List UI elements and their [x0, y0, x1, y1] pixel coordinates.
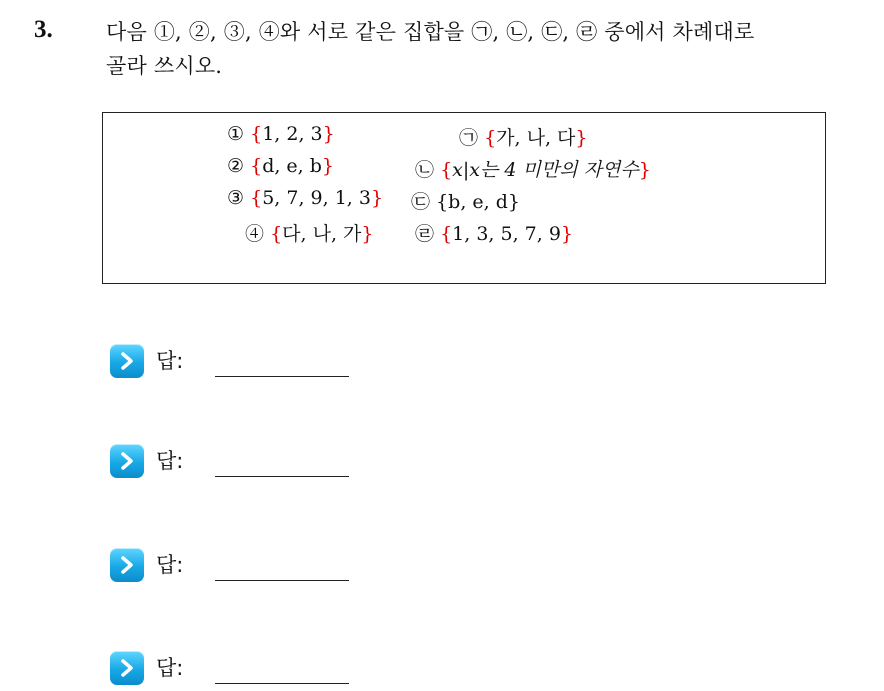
question-text — [106, 15, 866, 83]
chevron-right-icon — [110, 444, 144, 478]
answer-label: 답: — [156, 553, 184, 577]
answer-row-2 — [110, 444, 360, 484]
brace-open: { — [440, 223, 453, 245]
brace-close: } — [321, 155, 335, 177]
answer-row-1 — [110, 344, 360, 384]
answer-blank-line[interactable] — [215, 580, 349, 581]
brace-open: { — [484, 127, 497, 149]
answer-blank-line[interactable] — [215, 476, 349, 477]
circled-letter-giyeok: ㉠ — [459, 127, 479, 149]
answer-blank-line[interactable] — [215, 683, 349, 684]
answer-label: 답: — [156, 656, 184, 680]
circled-number-4: ④ — [245, 223, 265, 245]
brace-open: { — [440, 159, 453, 181]
circled-letter-nieun: ㉡ — [415, 159, 435, 181]
brace-open: { — [250, 187, 263, 209]
set-row-4-right — [415, 219, 573, 246]
circled-letter-digeut: ㉢ — [411, 191, 431, 213]
circled-number-1: ① — [227, 123, 245, 145]
question-line-2: 골라 쓰시오. — [106, 54, 223, 78]
brace-open: { — [250, 123, 263, 145]
set-row-2-left — [227, 155, 334, 177]
set-row-2-right — [415, 155, 651, 182]
circled-letter-rieul: ㉣ — [415, 223, 435, 245]
chevron-right-icon — [110, 344, 144, 378]
answer-label: 답: — [156, 449, 184, 473]
question-line-1: 다음 ①, ②, ③, ④와 서로 같은 집합을 ㉠, ㉡, ㉢, ㉣ 중에서 차례대로 — [106, 20, 755, 44]
set-elements: 5, 7, 9, 1, 3 — [262, 187, 371, 209]
chevron-right-icon — [110, 651, 144, 685]
brace-close: } — [322, 123, 335, 145]
answer-blank-line[interactable] — [215, 376, 349, 377]
brace-close: } — [361, 223, 374, 245]
brace-open: { — [270, 223, 283, 245]
chevron-right-icon — [110, 548, 144, 582]
answer-row-3 — [110, 548, 360, 588]
sets-box — [102, 112, 826, 284]
brace-open: { — [250, 155, 263, 177]
set-elements: x|x는 4 미만의 자연수 — [452, 159, 639, 181]
brace-close: } — [560, 223, 574, 245]
set-row-1-left — [227, 123, 335, 145]
set-row-3-right — [411, 187, 520, 214]
set-elements: 다, 나, 가 — [282, 223, 362, 245]
set-row-1-right — [459, 123, 587, 150]
set-row-3-left — [227, 187, 383, 209]
brace-open: { — [436, 191, 449, 213]
set-elements: b, e, d — [448, 191, 508, 213]
answer-row-4 — [110, 651, 360, 691]
set-elements: d, e, b — [262, 155, 322, 177]
brace-close: } — [370, 187, 384, 209]
brace-close: } — [575, 127, 588, 149]
circled-number-2: ② — [227, 155, 245, 177]
brace-close: } — [638, 159, 651, 181]
set-row-4-left — [245, 219, 373, 246]
question-number: 3. — [34, 16, 53, 43]
set-elements: 1, 3, 5, 7, 9 — [452, 223, 561, 245]
answer-label: 답: — [156, 349, 184, 373]
set-elements: 가, 나, 다 — [496, 127, 576, 149]
set-elements: 1, 2, 3 — [262, 123, 323, 145]
circled-number-3: ③ — [227, 187, 245, 209]
brace-close: } — [507, 191, 520, 213]
